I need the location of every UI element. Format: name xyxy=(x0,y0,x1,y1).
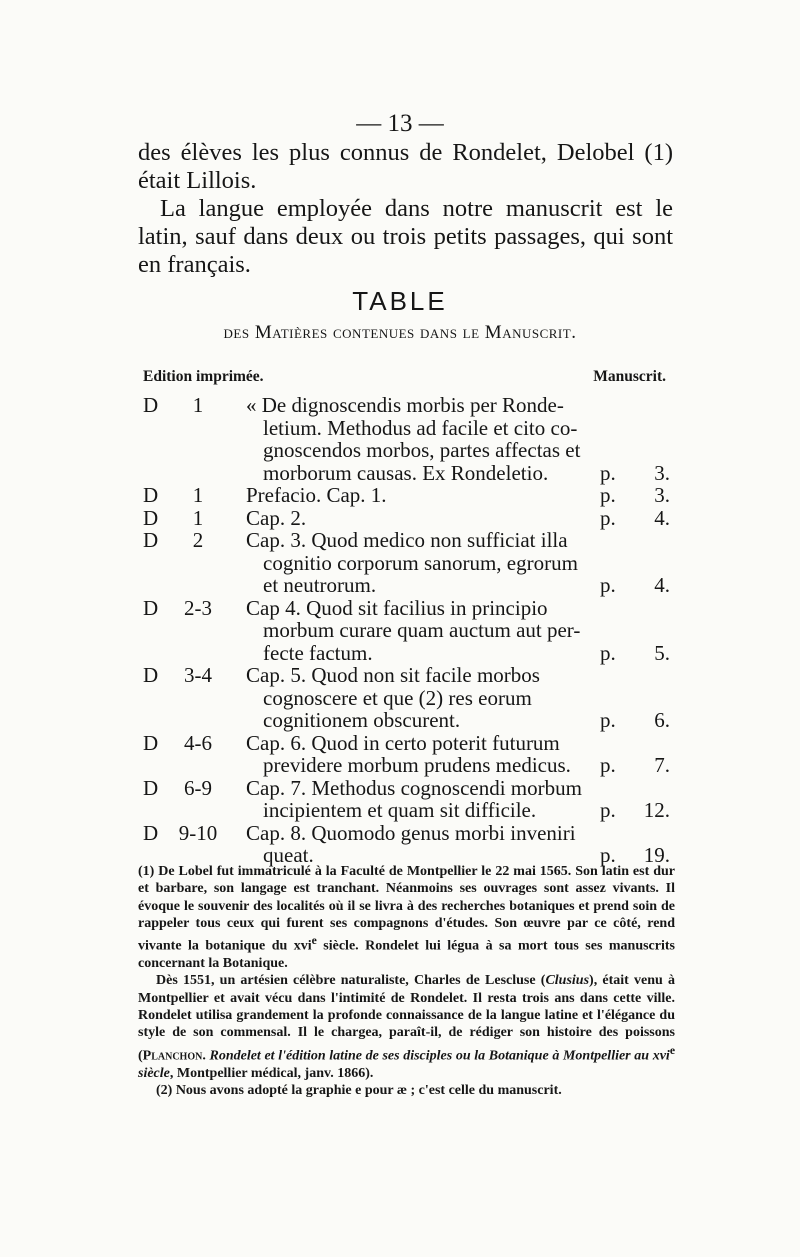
entry-line: morbum curare quam auctum aut per- xyxy=(263,618,581,642)
page-abbrev: p. xyxy=(600,708,616,732)
edition-page: 3-4 xyxy=(184,663,212,687)
entry-text xyxy=(246,394,591,484)
edition-page: 9-10 xyxy=(178,820,218,845)
page-value: 4. xyxy=(654,505,670,530)
edition-page: 6-9 xyxy=(184,775,212,800)
toc-entry xyxy=(0,484,800,507)
toc-entry xyxy=(0,394,800,484)
footnote-2: (2) Nous avons adopté la graphie e pour æ ; c'est celle du manuscrit. xyxy=(156,1082,562,1098)
toc-entry xyxy=(0,732,800,777)
edition-letter: D xyxy=(143,775,159,800)
entry-line: fecte factum. xyxy=(263,640,373,665)
page-abbrev: p. xyxy=(600,460,616,485)
entry-line: morborum causas. Ex Rondeletio. xyxy=(263,460,549,485)
page-value: 12. xyxy=(643,798,670,822)
footnote-1-continued: Dès 1551, un artésien célèbre naturaliste, Charles de Lescluse (Clusius), était venu à Montpellier et avait vécu dans l'intimité de Rondelet. Il resta trois ans dans cette ville. Rondelet utilisa grandement la profonde connaissance de la langue latine et l'élégance du style de son commensal. Il le chargea, paraît-il, de rédiger son histoire des poissons (Planchon. Rondelet et l'édition latine de ses disciples ou la Botanique à Montpellier au xvi$^e$ siècle, Montpellier médical, janv. 1866). xyxy=(138,973,675,1081)
entry-text xyxy=(246,777,591,822)
entry-line: Cap. 3. Quod medico non sufficiat illa xyxy=(246,528,568,552)
entry-text xyxy=(246,529,591,597)
entry-line: Prefacio. Cap. 1. xyxy=(246,483,387,507)
page-value: 5. xyxy=(654,640,670,665)
edition-letter: D xyxy=(143,820,159,845)
edition-letter: D xyxy=(143,528,159,552)
footnotes xyxy=(138,863,675,1099)
entry-line: letium. Methodus ad facile et cito co- xyxy=(263,415,578,440)
page-abbrev: p. xyxy=(600,753,616,777)
entry-line: gnoscendos morbos, partes affectas et xyxy=(263,438,581,462)
edition-page: 1 xyxy=(192,505,204,530)
entry-line: previdere morbum prudens medicus. xyxy=(263,753,571,777)
entry-line: Cap. 8. Quomodo genus morbi inveniri xyxy=(246,820,576,845)
entry-text xyxy=(246,597,591,665)
edition-page: 2-3 xyxy=(184,595,212,620)
toc-entry xyxy=(0,664,800,732)
footnote-separator xyxy=(143,858,673,859)
table-subtitle: des Matières contenues dans le Manuscrit. xyxy=(223,322,577,343)
page-value: 7. xyxy=(654,753,670,777)
page-abbrev: p. xyxy=(600,505,616,530)
entry-text xyxy=(246,822,591,867)
page-value: 4. xyxy=(654,573,670,597)
page-abbrev: p. xyxy=(600,483,616,507)
entry-line: Cap. 2. xyxy=(246,505,307,530)
page-abbrev: p. xyxy=(600,573,616,597)
page-value: 3. xyxy=(654,483,670,507)
intro-text xyxy=(138,139,673,279)
footnote-1: (1) De Lobel fut immatriculé à la Faculté de Montpellier le 22 mai 1565. Son latin est dur et barbare, son langage est tranchant. Néanmoins ses ouvrages sont assez vivants. Il évoque le souvenir des localités où il se livra à des recherches botaniques et prend soin de rappeler tous ceux qui furent ses compagnons d'études. Son œuvre par ce côté, rend vivante la botanique du xvi$^e$ siècle. Rondelet lui légua à sa mort tous ses manuscrits concernant la Botanique. xyxy=(138,864,675,972)
entry-text xyxy=(246,664,591,732)
entry-line: « De dignoscendis morbis per Ronde- xyxy=(246,393,564,417)
entry-line: cognitionem obscurent. xyxy=(263,708,461,732)
entry-text xyxy=(246,732,591,777)
entry-line: incipientem et quam sit difficile. xyxy=(263,798,537,822)
edition-letter: D xyxy=(143,393,159,417)
page-abbrev: p. xyxy=(600,798,616,822)
edition-letter: D xyxy=(143,663,159,687)
toc-entry xyxy=(0,777,800,822)
edition-page: 1 xyxy=(192,483,204,507)
toc-entry xyxy=(0,597,800,665)
edition-letter: D xyxy=(143,483,159,507)
edition-page: 4-6 xyxy=(184,730,212,755)
page-value: 3. xyxy=(654,460,670,485)
toc-entry xyxy=(0,822,800,867)
entry-line: Cap. 6. Quod in certo poterit futurum xyxy=(246,730,560,755)
entry-text xyxy=(246,484,591,507)
entry-line: Cap 4. Quod sit facilius in principio xyxy=(246,595,548,620)
page-value: 19. xyxy=(643,843,670,867)
intro-paragraph-1: des élèves les plus connus de Rondelet, Delobel (1) était Lillois. xyxy=(138,139,673,194)
page-abbrev: p. xyxy=(600,843,616,867)
header-manuscript: Manuscrit. xyxy=(593,368,666,385)
page-abbrev: p. xyxy=(600,640,616,665)
header-printed-edition: Edition imprimée. xyxy=(143,368,264,385)
edition-page: 1 xyxy=(192,393,204,417)
entry-line: cognoscere et que (2) res eorum xyxy=(263,685,532,710)
entry-line: queat. xyxy=(263,843,314,867)
entry-line: cognitio corporum sanorum, egrorum xyxy=(263,550,578,575)
toc-entry xyxy=(0,507,800,530)
entry-line: Cap. 5. Quod non sit facile morbos xyxy=(246,663,540,687)
edition-letter: D xyxy=(143,730,159,755)
edition-letter: D xyxy=(143,595,159,620)
edition-letter: D xyxy=(143,505,159,530)
entry-text xyxy=(246,507,591,530)
table-title: TABLE xyxy=(352,286,448,316)
edition-page: 2 xyxy=(192,528,204,552)
table-of-contents xyxy=(0,394,800,867)
page-value: 6. xyxy=(654,708,670,732)
intro-paragraph-2: La langue employée dans notre manuscrit est le latin, sauf dans deux ou trois petits passages, qui sont en français. xyxy=(138,195,673,278)
entry-line: et neutrorum. xyxy=(263,573,377,597)
page-number: — 13 — xyxy=(356,110,444,137)
entry-line: Cap. 7. Methodus cognoscendi morbum xyxy=(246,775,582,800)
toc-entry xyxy=(0,529,800,597)
